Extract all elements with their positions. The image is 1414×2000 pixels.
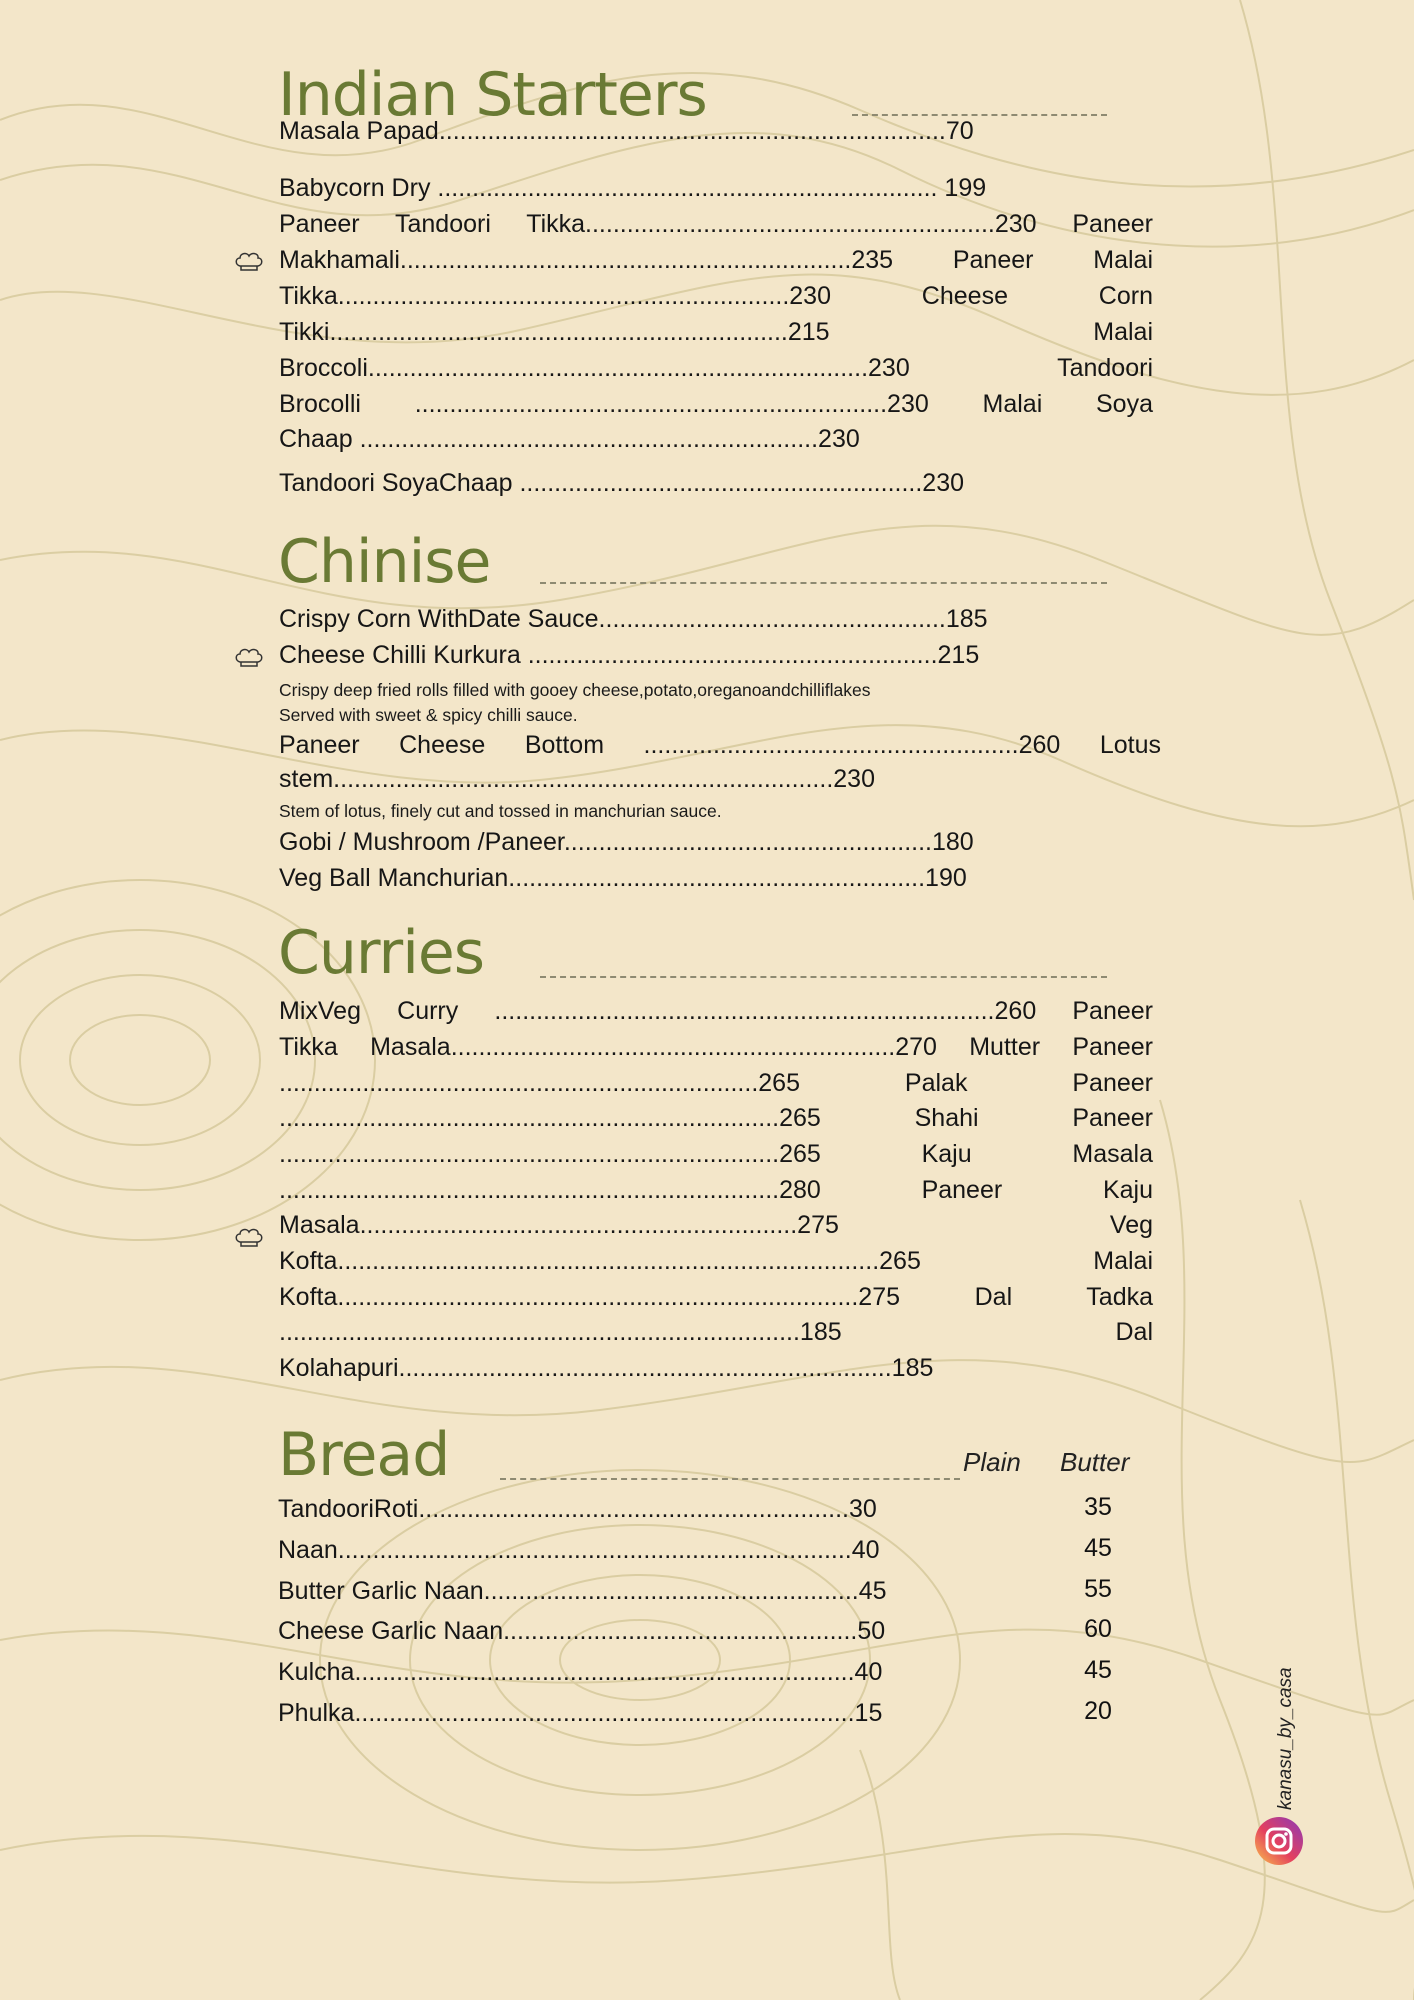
menu-line: Cheese Chilli Kurkura ...........................................................215 bbox=[279, 641, 980, 669]
instagram-handle[interactable]: kanasu_by_casa bbox=[1275, 1667, 1296, 1810]
menu-line: Chaap ..................................................................230 bbox=[279, 425, 860, 453]
chef-hat-icon bbox=[234, 646, 264, 670]
menu-line: Naan..........................................................................40 bbox=[278, 1536, 880, 1564]
menu-line: .....................................................................265 Palak Paneer bbox=[279, 1069, 1153, 1097]
menu-line: Tandoori SoyaChaap ..........................................................230 bbox=[279, 469, 965, 497]
menu-line: Gobi / Mushroom /Paneer.....................................................180 bbox=[279, 828, 974, 856]
item-description: Stem of lotus, finely cut and tossed in manchurian sauce. bbox=[279, 801, 722, 821]
menu-line: MixVeg Curry ........................................................................260 Paneer bbox=[279, 997, 1153, 1025]
menu-line: Phulka........................................................................15 bbox=[278, 1699, 883, 1727]
butter-price: 55 bbox=[1084, 1575, 1112, 1603]
menu-line: Crispy Corn WithDate Sauce..................................................185 bbox=[279, 605, 988, 633]
menu-line: Kofta..............................................................................265 Malai bbox=[279, 1247, 1153, 1275]
menu-line: Masala Papad.........................................................................70 bbox=[279, 117, 974, 145]
title-divider bbox=[540, 582, 1107, 584]
section-title-chinise: Chinise bbox=[278, 527, 491, 597]
menu-line: stem........................................................................230 bbox=[279, 765, 875, 793]
menu-line: Cheese Garlic Naan...................................................50 bbox=[278, 1617, 886, 1645]
butter-price: 60 bbox=[1084, 1615, 1112, 1643]
menu-line: Tikki..................................................................215 Malai bbox=[279, 318, 1153, 346]
menu-line: ........................................................................265 Shahi Paneer bbox=[279, 1104, 1153, 1132]
butter-price: 45 bbox=[1084, 1656, 1112, 1684]
menu-line: Veg Ball Manchurian............................................................190 bbox=[279, 864, 967, 892]
title-divider bbox=[540, 976, 1107, 978]
section-title-indian-starters: Indian Starters bbox=[278, 60, 707, 130]
item-description: Crispy deep fried rolls filled with gooey cheese,potato,oreganoandchilliflakes bbox=[279, 680, 871, 700]
menu-line: Tikka Masala................................................................270 Mutter Paneer bbox=[279, 1033, 1153, 1061]
section-title-bread: Bread bbox=[278, 1420, 450, 1490]
menu-line: Babycorn Dry ........................................................................ 199 bbox=[279, 174, 987, 202]
menu-line: Broccoli........................................................................230 Tandoori bbox=[279, 354, 1153, 382]
menu-line: Butter Garlic Naan......................................................45 bbox=[278, 1577, 887, 1605]
menu-line: TandooriRoti..............................................................30 bbox=[278, 1495, 877, 1523]
chef-hat-icon bbox=[234, 250, 264, 274]
menu-line: Tikka.................................................................230 Cheese Corn bbox=[279, 282, 1153, 310]
butter-price: 35 bbox=[1084, 1493, 1112, 1521]
menu-line: ........................................................................280 Paneer Kaju bbox=[279, 1176, 1153, 1204]
chef-hat-icon bbox=[234, 1226, 264, 1250]
menu-line: Kolahapuri.......................................................................185 bbox=[279, 1354, 934, 1382]
menu-line: Makhamali.................................................................235 Paneer Malai bbox=[279, 246, 1153, 274]
title-divider bbox=[500, 1478, 960, 1480]
menu-line: Kulcha........................................................................40 bbox=[278, 1658, 883, 1686]
menu-line: Brocolli ....................................................................230 Malai Soya bbox=[279, 390, 1153, 418]
menu-line: Paneer Cheese Bottom ......................................................260 Lotus bbox=[279, 731, 1161, 759]
item-description: Served with sweet & spicy chilli sauce. bbox=[279, 705, 578, 725]
instagram-icon[interactable] bbox=[1254, 1816, 1304, 1866]
butter-price: 20 bbox=[1084, 1697, 1112, 1725]
column-header-plain: Plain bbox=[963, 1447, 1021, 1477]
section-title-curries: Curries bbox=[278, 918, 485, 988]
menu-line: Masala...............................................................275 Veg bbox=[279, 1211, 1153, 1239]
menu-line: ........................................................................265 Kaju Masala bbox=[279, 1140, 1153, 1168]
menu-line: Kofta...........................................................................275 Dal Tadka bbox=[279, 1283, 1153, 1311]
menu-line: Paneer Tandoori Tikka...........................................................230 Paneer bbox=[279, 210, 1153, 238]
menu-line: ...........................................................................185 Dal bbox=[279, 1318, 1153, 1346]
column-header-butter: Butter bbox=[1060, 1447, 1130, 1477]
butter-price: 45 bbox=[1084, 1534, 1112, 1562]
